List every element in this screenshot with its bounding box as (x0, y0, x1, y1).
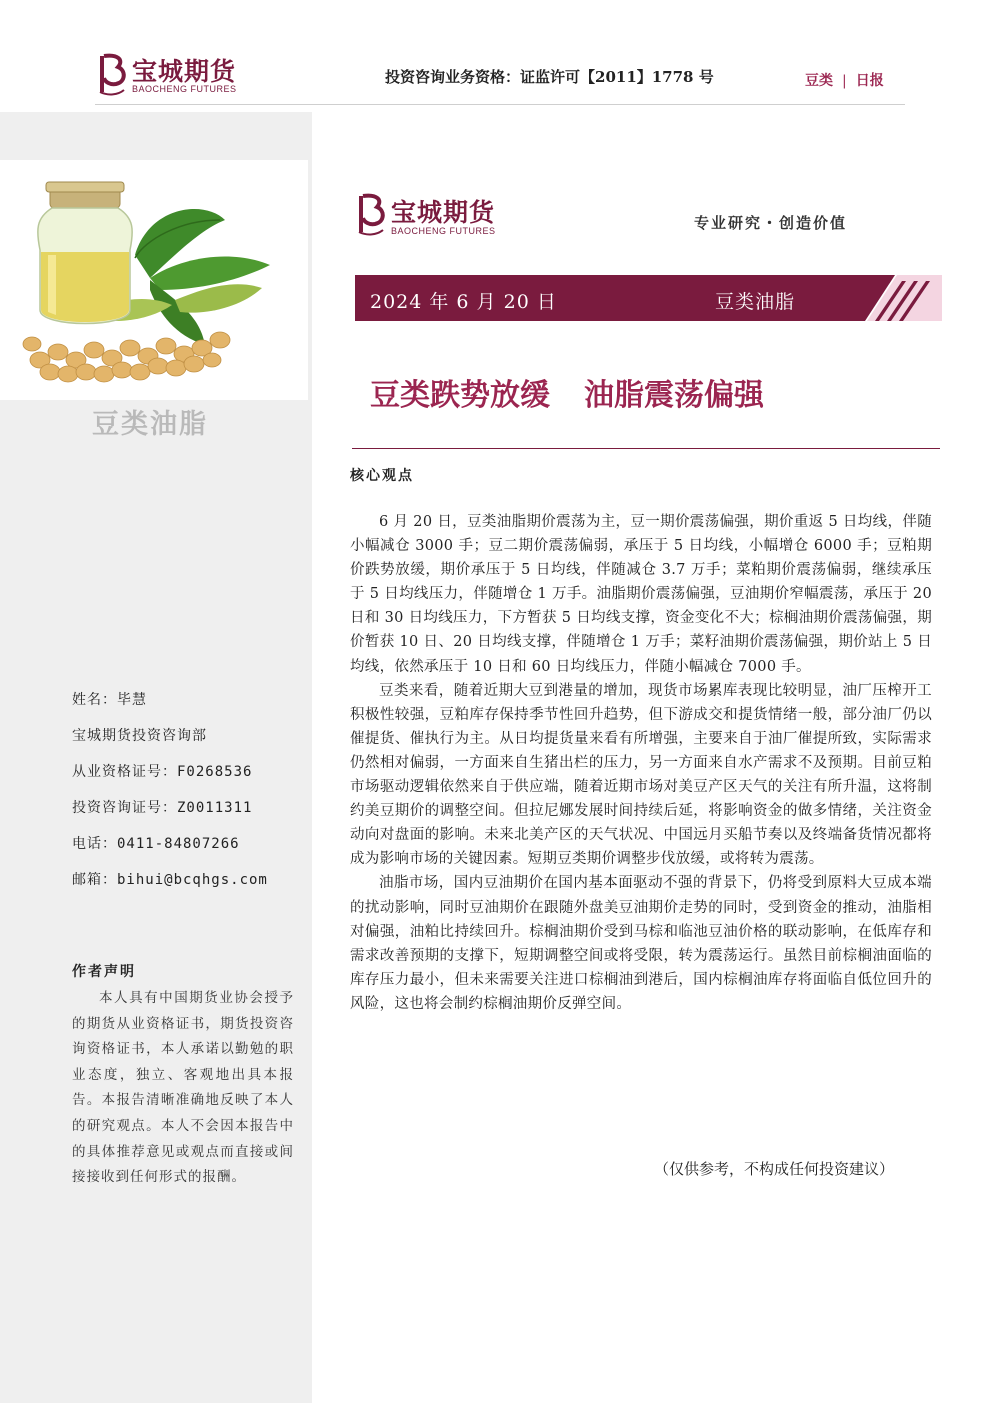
headline-part-1: 豆类跌势放缓 (370, 378, 550, 413)
author-statement-body: 本人具有中国期货业协会授予的期货从业资格证书，期货投资咨询资格证书，本人承诺以勤勉的职业态度，独立、客观地出具本报告。本报告清晰准确地反映了本人的研究观点。本人不会因本报告中的具体推荐意见或观点而直接或间接接收到任何形式的报酬。 (72, 990, 294, 1186)
disclaimer: （仅供参考，不构成任何投资建议） (654, 1160, 895, 1178)
tag-category: 豆类 (805, 73, 833, 89)
baocheng-logo-icon (96, 52, 128, 96)
consult-license-number: 投资咨询证号：Z0011311 (72, 800, 253, 816)
header-divider (95, 104, 905, 105)
paragraph-soybean: 豆类来看，随着近期大豆到港量的增加，现货市场累库表现比较明显，油厂压榨开工积极性较强，豆粕库存保持季节性回升趋势，但下游成交和提货情绪一般，部分油厂仍以催提货、催执行为主。从日均提货量来看有所增强，主要来自于油厂催提所致，实际需求仍然相对偏弱，一方面来自生猪出栏的压力，另一方面来自水产需求不及预期。目前豆粕市场驱动逻辑依然来自于供应端，随着近期市场对美豆产区天气的关注有所升温，这将制约美豆期价的调整空间。但拉尼娜发展时间持续后延，将影响资金的做多情绪，关注资金动向对盘面的影响。未来北美产区的天气状况、中国远月买船节奏以及终端备货情况都将成为影响市场的关键因素。短期豆类期价调整步伐放缓，或将转为震荡。 (350, 682, 932, 868)
main-logo (355, 190, 525, 242)
logo-english-name: BAOCHENG FUTURES (132, 84, 237, 94)
report-category: 豆类油脂 (715, 291, 796, 313)
qualification-number: 从业资格证号：F0268536 (72, 764, 253, 780)
author-statement-title: 作者声明 (72, 964, 136, 980)
report-body (350, 510, 932, 1016)
headline-part-2: 油脂震荡偏强 (584, 378, 764, 413)
analyst-contact (72, 690, 268, 906)
logo-chinese-name: 宝城期货 (132, 57, 237, 86)
analyst-name: 姓名：毕慧 (72, 692, 147, 708)
analyst-email: 邮箱：bihui@bcqhgs.com (72, 872, 268, 888)
logo-chinese-name: 宝城期货 (391, 198, 496, 227)
date-banner (355, 275, 942, 321)
analyst-department: 宝城期货投资咨询部 (72, 728, 207, 744)
hero-image (0, 160, 308, 400)
report-tags (805, 70, 884, 90)
report-headline (370, 370, 764, 414)
license-text: 投资咨询业务资格：证监许可【2011】1778 号 (385, 68, 714, 86)
tag-type: 日报 (855, 73, 884, 89)
paragraph-market-summary: 6 月 20 日，豆类油脂期价震荡为主，豆一期价震荡偏强，期价重返 5 日均线，伴随小幅减仓 3000 手；豆二期价震荡偏弱，承压于 5 日均线，小幅增仓 6000 手；豆粕期价跌势放缓，期价承压于 5 日均线，伴随减仓 3.7 万手；菜粕期价震荡偏弱，继续承压于 5 日均线压力，伴随增仓 1 万手。油脂期价震荡偏强，豆油期价窄幅震荡，承压于 20 日和 30 日均线压力，下方暂获 5 日均线支撑，资金变化不大；棕榈油期价震荡偏强，期价暂获 10 日、20 日均线支撑，伴随增仓 1 万手；菜籽油期价震荡偏强，期价站上 5 日均线，依然承压于 10 日和 60 日均线压力，伴随小幅减仓 7000 手。 (350, 514, 932, 675)
slogan: 专业研究・创造价值 (694, 214, 848, 232)
baocheng-logo-icon (355, 192, 387, 236)
headline-divider (352, 448, 940, 449)
header-logo (96, 50, 256, 100)
sidebar-section-title: 豆类油脂 (92, 409, 208, 440)
logo-english-name: BAOCHENG FUTURES (391, 226, 496, 236)
paragraph-oils: 油脂市场，国内豆油期价在国内基本面驱动不强的背景下，仍将受到原料大豆成本端的扰动影响，同时豆油期价在跟随外盘美豆油期价走势的同时，受到资金的推动，油脂相对偏强，油粕比持续回升。棕榈油期价受到马棕和临池豆油价格的联动影响，在低库存和需求改善预期的支撑下，短期调整空间或将受限，转为震荡运行。虽然目前棕榈油面临的库存压力最小，但未来需要关注进口棕榈油到港后，国内棕榈油库存将面临自低位回升的风险，这也将会制约棕榈油期价反弹空间。 (350, 875, 932, 1012)
soybean-oil-illustration-icon (0, 160, 308, 400)
analyst-phone: 电话：0411-84807266 (72, 836, 240, 852)
tag-separator: | (842, 73, 847, 89)
core-view-label: 核心观点 (350, 468, 414, 484)
report-date: 2024 年 6 月 20 日 (370, 291, 557, 313)
